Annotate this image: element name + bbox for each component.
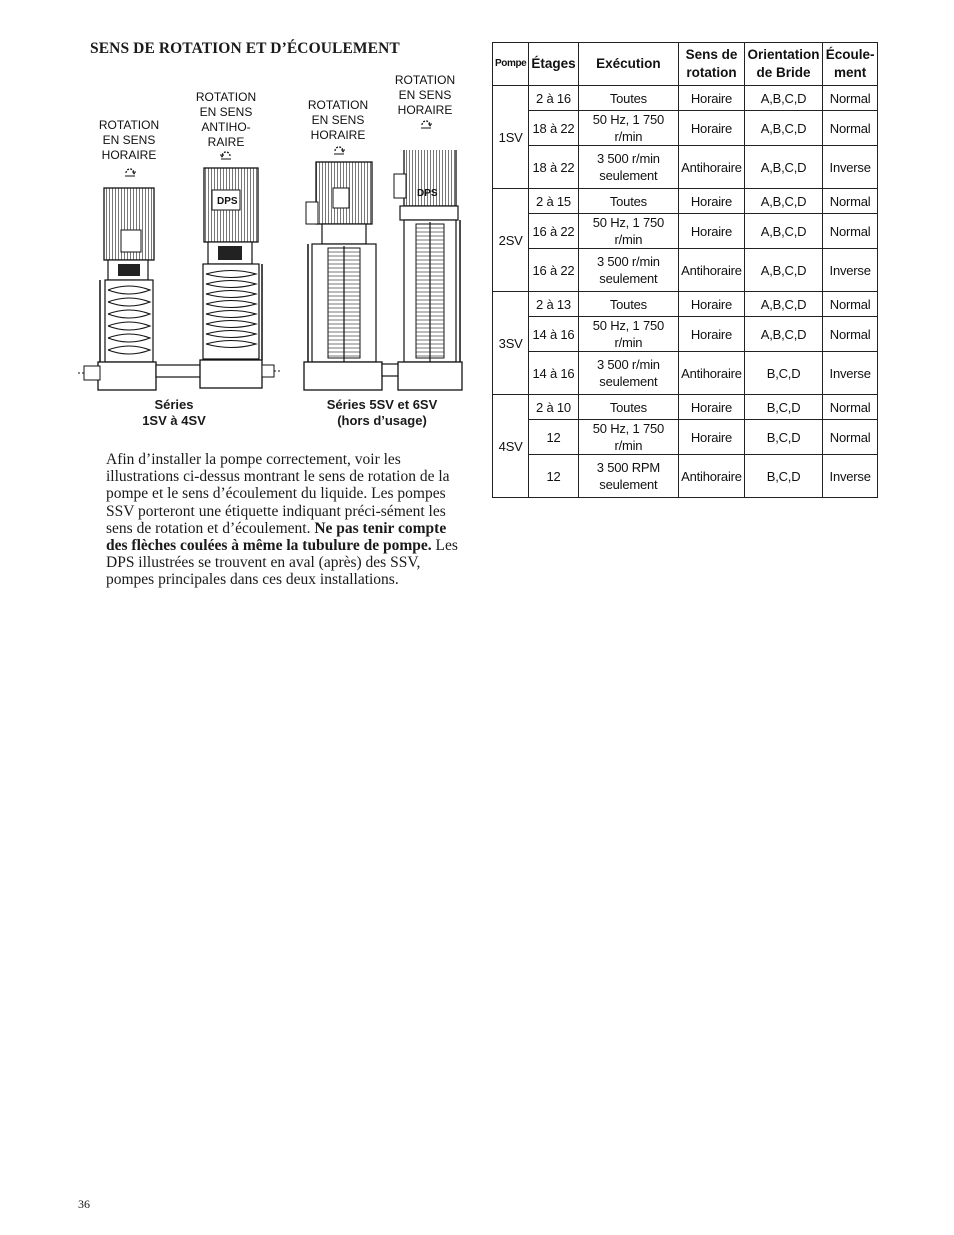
table-cell: A,B,C,D [744,214,822,249]
table-row [493,395,878,420]
table-cell: Horaire [679,317,745,352]
table-cell: B,C,D [744,395,822,420]
table-row [493,189,878,214]
table-cell: Horaire [679,214,745,249]
paragraph-text: Afin d’installer la pompe correctement, voir les illustrations ci-dessus montrant le sens de rotation de la pompe et le sens d’écoulement du liquide. Les pompes SSV porteront une étiquette indiquant préci-sément les sens de rotation et d’écoulement. [106,451,450,537]
pump-installation-illustration [78,150,468,395]
table-cell: 50 Hz, 1 750 r/min [578,214,679,249]
table-row [493,317,878,352]
section-heading: SENS DE ROTATION ET D’ÉCOULEMENT [90,40,400,57]
table-cell: 14 à 16 [529,352,578,395]
table-row [493,86,878,111]
table-cell: Normal [823,111,878,146]
table-cell: B,C,D [744,455,822,498]
table-row [493,455,878,498]
pump-5sv [304,162,404,390]
table-cell: A,B,C,D [744,317,822,352]
table-cell: Horaire [679,111,745,146]
table-cell: B,C,D [744,420,822,455]
col-header-ecoulement: Écoule-ment [823,43,878,86]
table-cell: 50 Hz, 1 750 r/min [578,420,679,455]
table-cell: Antihoraire [679,146,745,189]
clockwise-arrow-icon [419,118,433,132]
paragraph-warning: Ne pas tenir compte des flèches coulées à même la tubulure de pompe. [106,519,447,555]
table-cell: Toutes [578,395,679,420]
installation-paragraph [106,451,462,589]
rotation-label-1sv: ROTATION EN SENS HORAIRE [98,118,160,162]
table-cell: A,B,C,D [744,86,822,111]
table-header-row [493,43,878,86]
table-cell: 50 Hz, 1 750 r/min [578,317,679,352]
col-header-orientation-bride: Orientation de Bride [744,43,822,86]
table-cell: Normal [823,317,878,352]
table-cell: 12 [529,455,578,498]
table-cell: Normal [823,292,878,317]
table-cell: Antihoraire [679,352,745,395]
table-cell: Horaire [679,395,745,420]
table-cell: A,B,C,D [744,111,822,146]
table-cell: 2 à 13 [529,292,578,317]
table-cell: B,C,D [744,352,822,395]
table-cell: A,B,C,D [744,292,822,317]
pump-dps-right [394,150,462,390]
pump-cell: 3SV [493,292,529,395]
pump-1sv-left [78,188,208,390]
table-cell: Inverse [823,455,878,498]
table-row [493,111,878,146]
table-cell: Toutes [578,86,679,111]
dps-tag-left: DPS [217,196,238,207]
page-number: 36 [78,1197,90,1211]
table-row [493,249,878,292]
pump-cell: 4SV [493,395,529,498]
pump-dps-left [200,168,282,388]
rotation-label-dps-left: ROTATION EN SENS ANTIHO- RAIRE [195,90,257,149]
table-cell: 2 à 15 [529,189,578,214]
table-cell: Normal [823,420,878,455]
table-cell: Normal [823,86,878,111]
table-cell: Normal [823,395,878,420]
table-cell: 2 à 16 [529,86,578,111]
rotation-flow-table [492,42,878,498]
table-row [493,292,878,317]
table-cell: Horaire [679,420,745,455]
col-header-execution: Exécution [578,43,679,86]
table-cell: Normal [823,214,878,249]
table-cell: 18 à 22 [529,111,578,146]
table-cell: Horaire [679,292,745,317]
table-cell: Antihoraire [679,249,745,292]
series-caption-right: Séries 5SV et 6SV (hors d’usage) [326,397,438,428]
table-cell: 16 à 22 [529,249,578,292]
table-cell: 50 Hz, 1 750 r/min [578,111,679,146]
table-row [493,420,878,455]
table-cell: 14 à 16 [529,317,578,352]
col-header-etages: Étages [529,43,578,86]
table-cell: Horaire [679,86,745,111]
col-header-pompe: Pompe [493,43,529,86]
pump-cell: 1SV [493,86,529,189]
paragraph-text-end: Les DPS illustrées se trouvent en aval (après) des SSV, pompes principales dans ces deux installations. [106,537,458,589]
table-cell: Toutes [578,292,679,317]
rotation-label-dps-right: ROTATION EN SENS HORAIRE [394,73,456,117]
table-cell: 3 500 r/min seulement [578,352,679,395]
table-cell: 3 500 RPM seulement [578,455,679,498]
table-cell: 18 à 22 [529,146,578,189]
table-cell: 3 500 r/min seulement [578,146,679,189]
pump-cell: 2SV [493,189,529,292]
table-cell: Horaire [679,189,745,214]
table-row [493,146,878,189]
table-cell: 2 à 10 [529,395,578,420]
table-cell: A,B,C,D [744,249,822,292]
table-cell: Toutes [578,189,679,214]
table-cell: Antihoraire [679,455,745,498]
table-cell: A,B,C,D [744,146,822,189]
series-caption-left: Séries 1SV à 4SV [142,397,206,428]
table-row [493,214,878,249]
table-row [493,352,878,395]
table-cell: 12 [529,420,578,455]
dps-tag-right: DPS [417,188,438,199]
table-cell: Inverse [823,146,878,189]
table-cell: Normal [823,189,878,214]
table-cell: 16 à 22 [529,214,578,249]
col-header-sens-rotation: Sens de rotation [679,43,745,86]
rotation-label-5sv: ROTATION EN SENS HORAIRE [307,98,369,142]
table-cell: Inverse [823,352,878,395]
table-cell: Inverse [823,249,878,292]
table-cell: 3 500 r/min seulement [578,249,679,292]
table-cell: A,B,C,D [744,189,822,214]
